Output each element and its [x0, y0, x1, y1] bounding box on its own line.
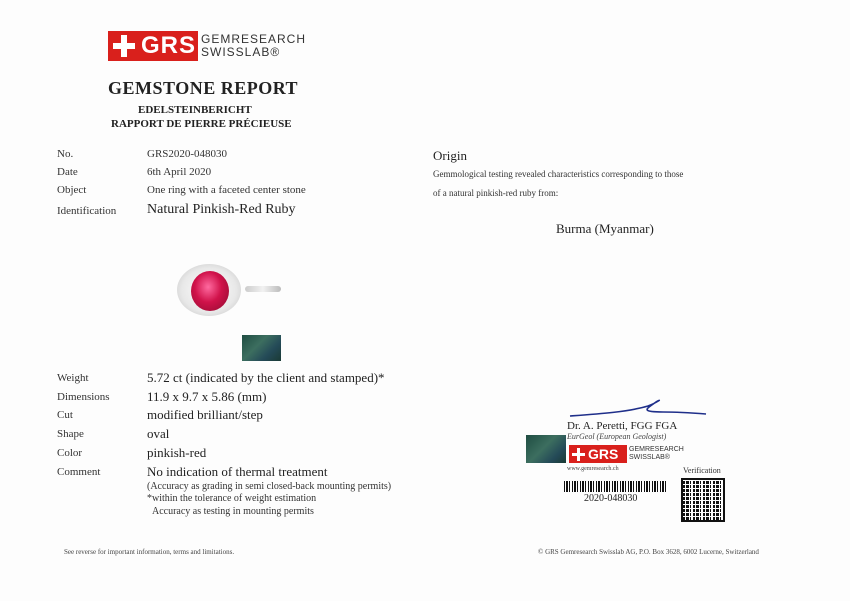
- swiss-cross-icon: [572, 448, 585, 461]
- label-number: No.: [57, 148, 74, 160]
- label-dimensions: Dimensions: [57, 391, 110, 403]
- logo-wordmark: [201, 33, 306, 59]
- label-weight: Weight: [57, 372, 89, 384]
- label-object: Object: [57, 184, 87, 196]
- label-identification: Identification: [57, 205, 117, 217]
- verification-label: Verification: [683, 466, 721, 475]
- label-comment: Comment: [57, 466, 101, 478]
- value-number: GRS2020-048030: [147, 148, 228, 160]
- comment-note-1: (Accuracy as grading in semi closed-back mounting permits): [147, 481, 392, 492]
- label-date: Date: [57, 166, 78, 178]
- origin-country: Burma (Myanmar): [556, 221, 654, 236]
- label-cut: Cut: [57, 409, 73, 421]
- value-identification: Natural Pinkish-Red Ruby: [147, 202, 296, 217]
- value-dimensions: 11.9 x 9.7 x 5.86 (mm): [147, 389, 267, 404]
- grs-logo-small: [569, 445, 627, 463]
- signatory-name: Dr. A. Peretti, FGG FGA: [567, 420, 678, 432]
- seal-line-2: SWISSLAB®: [629, 454, 670, 461]
- value-object: One ring with a faceted center stone: [147, 184, 306, 196]
- hologram-seal-icon: [526, 435, 566, 463]
- seal-website: www.gemresearch.ch: [567, 466, 619, 472]
- comment-note-3: Accuracy as testing in mounting permits: [152, 506, 314, 517]
- label-color: Color: [57, 447, 83, 459]
- label-shape: Shape: [57, 428, 84, 440]
- origin-title: Origin: [433, 148, 467, 163]
- signatory-credential: EurGeol (European Geologist): [567, 432, 667, 441]
- value-weight: 5.72 ct (indicated by the client and stamped)*: [147, 370, 385, 385]
- origin-text-2: of a natural pinkish-red ruby from:: [433, 188, 559, 198]
- barcode: [564, 481, 668, 492]
- logo-line-2: SWISSLAB®: [201, 45, 281, 59]
- report-title: GEMSTONE REPORT: [108, 78, 299, 98]
- swiss-cross-icon: [113, 35, 135, 57]
- logo-letters: GRS: [141, 32, 197, 59]
- logo-wordmark-small: [629, 446, 684, 462]
- qr-code-icon[interactable]: [681, 478, 725, 522]
- value-comment: No indication of thermal treatment: [147, 464, 328, 479]
- footer-left: See reverse for important information, terms and limitations.: [64, 548, 235, 556]
- value-shape: oval: [147, 426, 170, 441]
- report-subtitle-fr: RAPPORT DE PIERRE PRÉCIEUSE: [111, 118, 292, 130]
- origin-text-1: Gemmological testing revealed characteristics corresponding to those: [433, 169, 684, 179]
- footer-right: © GRS Gemresearch Swisslab AG, P.O. Box 3628, 6002 Lucerne, Switzerland: [538, 548, 759, 556]
- report-subtitle-de: EDELSTEINBERICHT: [138, 104, 252, 116]
- seal-line-1: GEMRESEARCH: [629, 446, 684, 453]
- ruby-stone: [191, 271, 229, 311]
- hologram-icon: [242, 335, 281, 361]
- grs-logo: [108, 31, 198, 61]
- barcode-number: 2020-048030: [584, 493, 638, 504]
- value-date: 6th April 2020: [147, 166, 212, 178]
- comment-note-2: *within the tolerance of weight estimation: [147, 493, 317, 504]
- value-color: pinkish-red: [147, 445, 207, 460]
- logo-line-1: GEMRESEARCH: [201, 32, 307, 46]
- ring-shank: [245, 286, 281, 292]
- value-cut: modified brilliant/step: [147, 407, 263, 422]
- logo-letters-small: GRS: [588, 446, 619, 462]
